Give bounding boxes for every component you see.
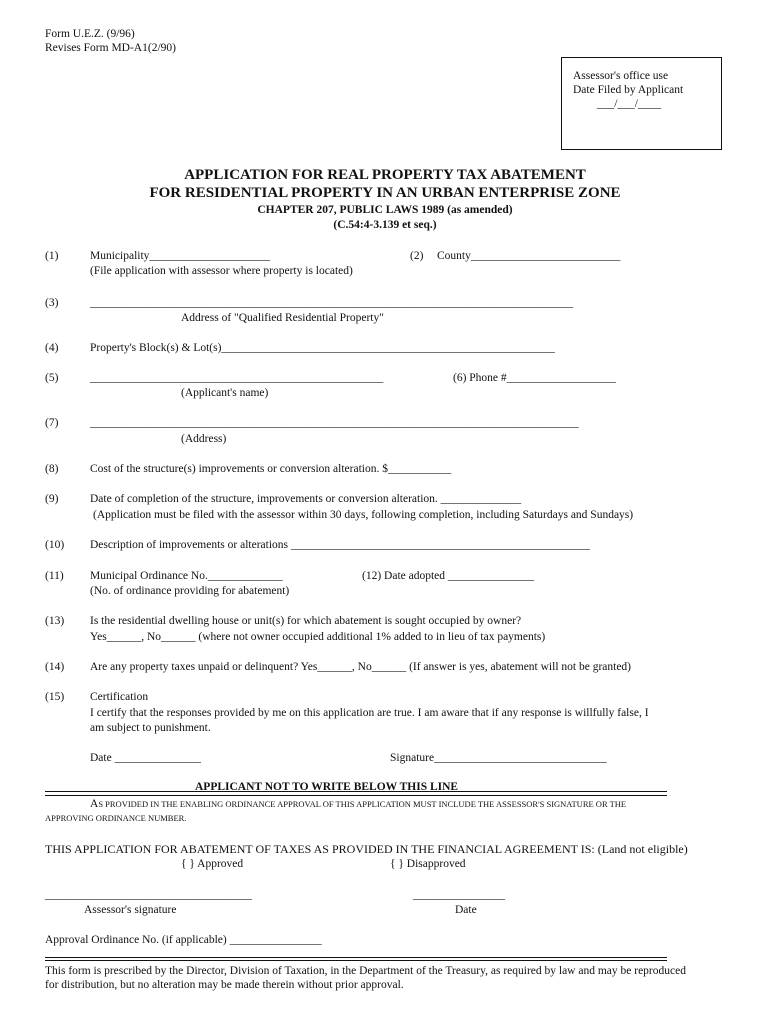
certification-text-line2: am subject to punishment.: [90, 722, 211, 734]
item-number: (11): [45, 570, 64, 582]
item-number: (14): [45, 661, 65, 673]
date-filed-field[interactable]: ___/___/____: [597, 98, 661, 110]
footer-notice-line2: for distribution, but no alteration may be made therein without prior approval.: [45, 979, 404, 991]
assessor-signature-label: Assessor's signature: [84, 904, 177, 916]
phone-field[interactable]: (6) Phone #___________________: [453, 372, 616, 384]
property-address-field[interactable]: ____________________________________________________________________________________: [90, 297, 573, 309]
certification-text: I certify that the responses provided by me on this application are true. I am aware that if any response is willfully false, I: [90, 707, 649, 719]
item-number: (9): [45, 493, 59, 505]
form-id: Form U.E.Z. (9/96): [45, 28, 135, 40]
applicant-address-label: (Address): [181, 433, 227, 445]
divider-line: [45, 795, 667, 796]
municipality-note: (File application with assessor where property is located): [90, 265, 353, 277]
completion-date-note: (Application must be filed with the assessor within 30 days, following completion, including Saturdays and Sundays): [93, 509, 634, 521]
ordinance-notice: AS PROVIDED IN THE ENABLING ORDINANCE APPROVAL OF THIS APPLICATION MUST INCLUDE THE ASSESSOR'S SIGNATURE OR THE: [90, 798, 627, 810]
approved-checkbox[interactable]: { } Approved: [181, 858, 244, 870]
property-address-label: Address of "Qualified Residential Property": [181, 312, 384, 324]
revises-note: Revises Form MD-A1(2/90): [45, 42, 176, 54]
delinquent-taxes-field[interactable]: Are any property taxes unpaid or delinquent? Yes______, No______ (If answer is yes, abatement will not be granted): [90, 661, 632, 673]
item-number: (10): [45, 539, 65, 551]
date-adopted-field[interactable]: (12) Date adopted _______________: [362, 570, 535, 582]
item-number: (7): [45, 417, 59, 429]
item-number: (8): [45, 463, 59, 475]
item-number: (13): [45, 615, 65, 627]
assessor-box-label: Assessor's office use: [573, 70, 669, 82]
owner-occupied-answer-field[interactable]: Yes______, No______ (where not owner occupied additional 1% added to in lieu of tax payments): [90, 631, 546, 643]
date-filed-label: Date Filed by Applicant: [573, 84, 684, 96]
divider-line: [45, 960, 667, 961]
owner-occupied-question: Is the residential dwelling house or unit(s) for which abatement is sought occupied by owner?: [90, 615, 522, 627]
approval-ordinance-field[interactable]: Approval Ordinance No. (if applicable) ________________: [45, 934, 322, 946]
applicant-name-label: (Applicant's name): [181, 387, 269, 399]
assessor-date-label: Date: [455, 904, 477, 916]
financial-agreement-statement: THIS APPLICATION FOR ABATEMENT OF TAXES AS PROVIDED IN THE FINANCIAL AGREEMENT IS: (Land not eligible): [45, 842, 688, 856]
cost-field[interactable]: Cost of the structure(s) improvements or conversion alteration. $___________: [90, 463, 452, 475]
applicant-address-field[interactable]: _____________________________________________________________________________________: [90, 417, 579, 429]
chapter-reference: CHAPTER 207, PUBLIC LAWS 1989 (as amended): [257, 204, 513, 216]
item-number: (1): [45, 250, 59, 262]
ordinance-number-field[interactable]: Municipal Ordinance No._____________: [90, 570, 283, 582]
item-number: (5): [45, 372, 59, 384]
page-title: APPLICATION FOR REAL PROPERTY TAX ABATEMENT: [184, 167, 586, 183]
item-number: (2): [410, 250, 424, 262]
municipality-field[interactable]: Municipality_____________________: [90, 250, 271, 262]
county-field[interactable]: County__________________________: [437, 250, 621, 262]
ordinance-notice-line2: APPROVING ORDINANCE NUMBER.: [45, 813, 187, 823]
ordinance-number-note: (No. of ordinance providing for abatement): [90, 585, 290, 597]
disapproved-checkbox[interactable]: { } Disapproved: [390, 858, 466, 870]
assessor-date-field[interactable]: ________________: [413, 889, 505, 901]
completion-date-field[interactable]: Date of completion of the structure, improvements or conversion alteration. ______________: [90, 493, 522, 505]
item-number: (3): [45, 297, 59, 309]
certification-heading: Certification: [90, 691, 149, 703]
description-field[interactable]: Description of improvements or alterations ____________________________________________________: [90, 539, 590, 551]
applicant-date-field[interactable]: Date _______________: [90, 752, 201, 764]
assessor-signature-field[interactable]: ____________________________________: [45, 889, 252, 901]
block-lot-field[interactable]: Property's Block(s) & Lot(s)__________________________________________________________: [90, 342, 555, 354]
applicant-signature-field[interactable]: Signature______________________________: [390, 752, 607, 764]
footer-notice: This form is prescribed by the Director, Division of Taxation, in the Department of the Treasury, as required by law and may be reproduced: [45, 965, 686, 977]
official-use-heading: APPLICANT NOT TO WRITE BELOW THIS LINE: [195, 781, 459, 793]
item-number: (15): [45, 691, 65, 703]
applicant-name-field[interactable]: ___________________________________________________: [90, 372, 384, 384]
divider-line: [45, 957, 667, 958]
statute-reference: (C.54:4-3.139 et seq.): [333, 219, 437, 231]
item-number: (4): [45, 342, 59, 354]
page-title-line2: FOR RESIDENTIAL PROPERTY IN AN URBAN ENTERPRISE ZONE: [149, 185, 621, 201]
